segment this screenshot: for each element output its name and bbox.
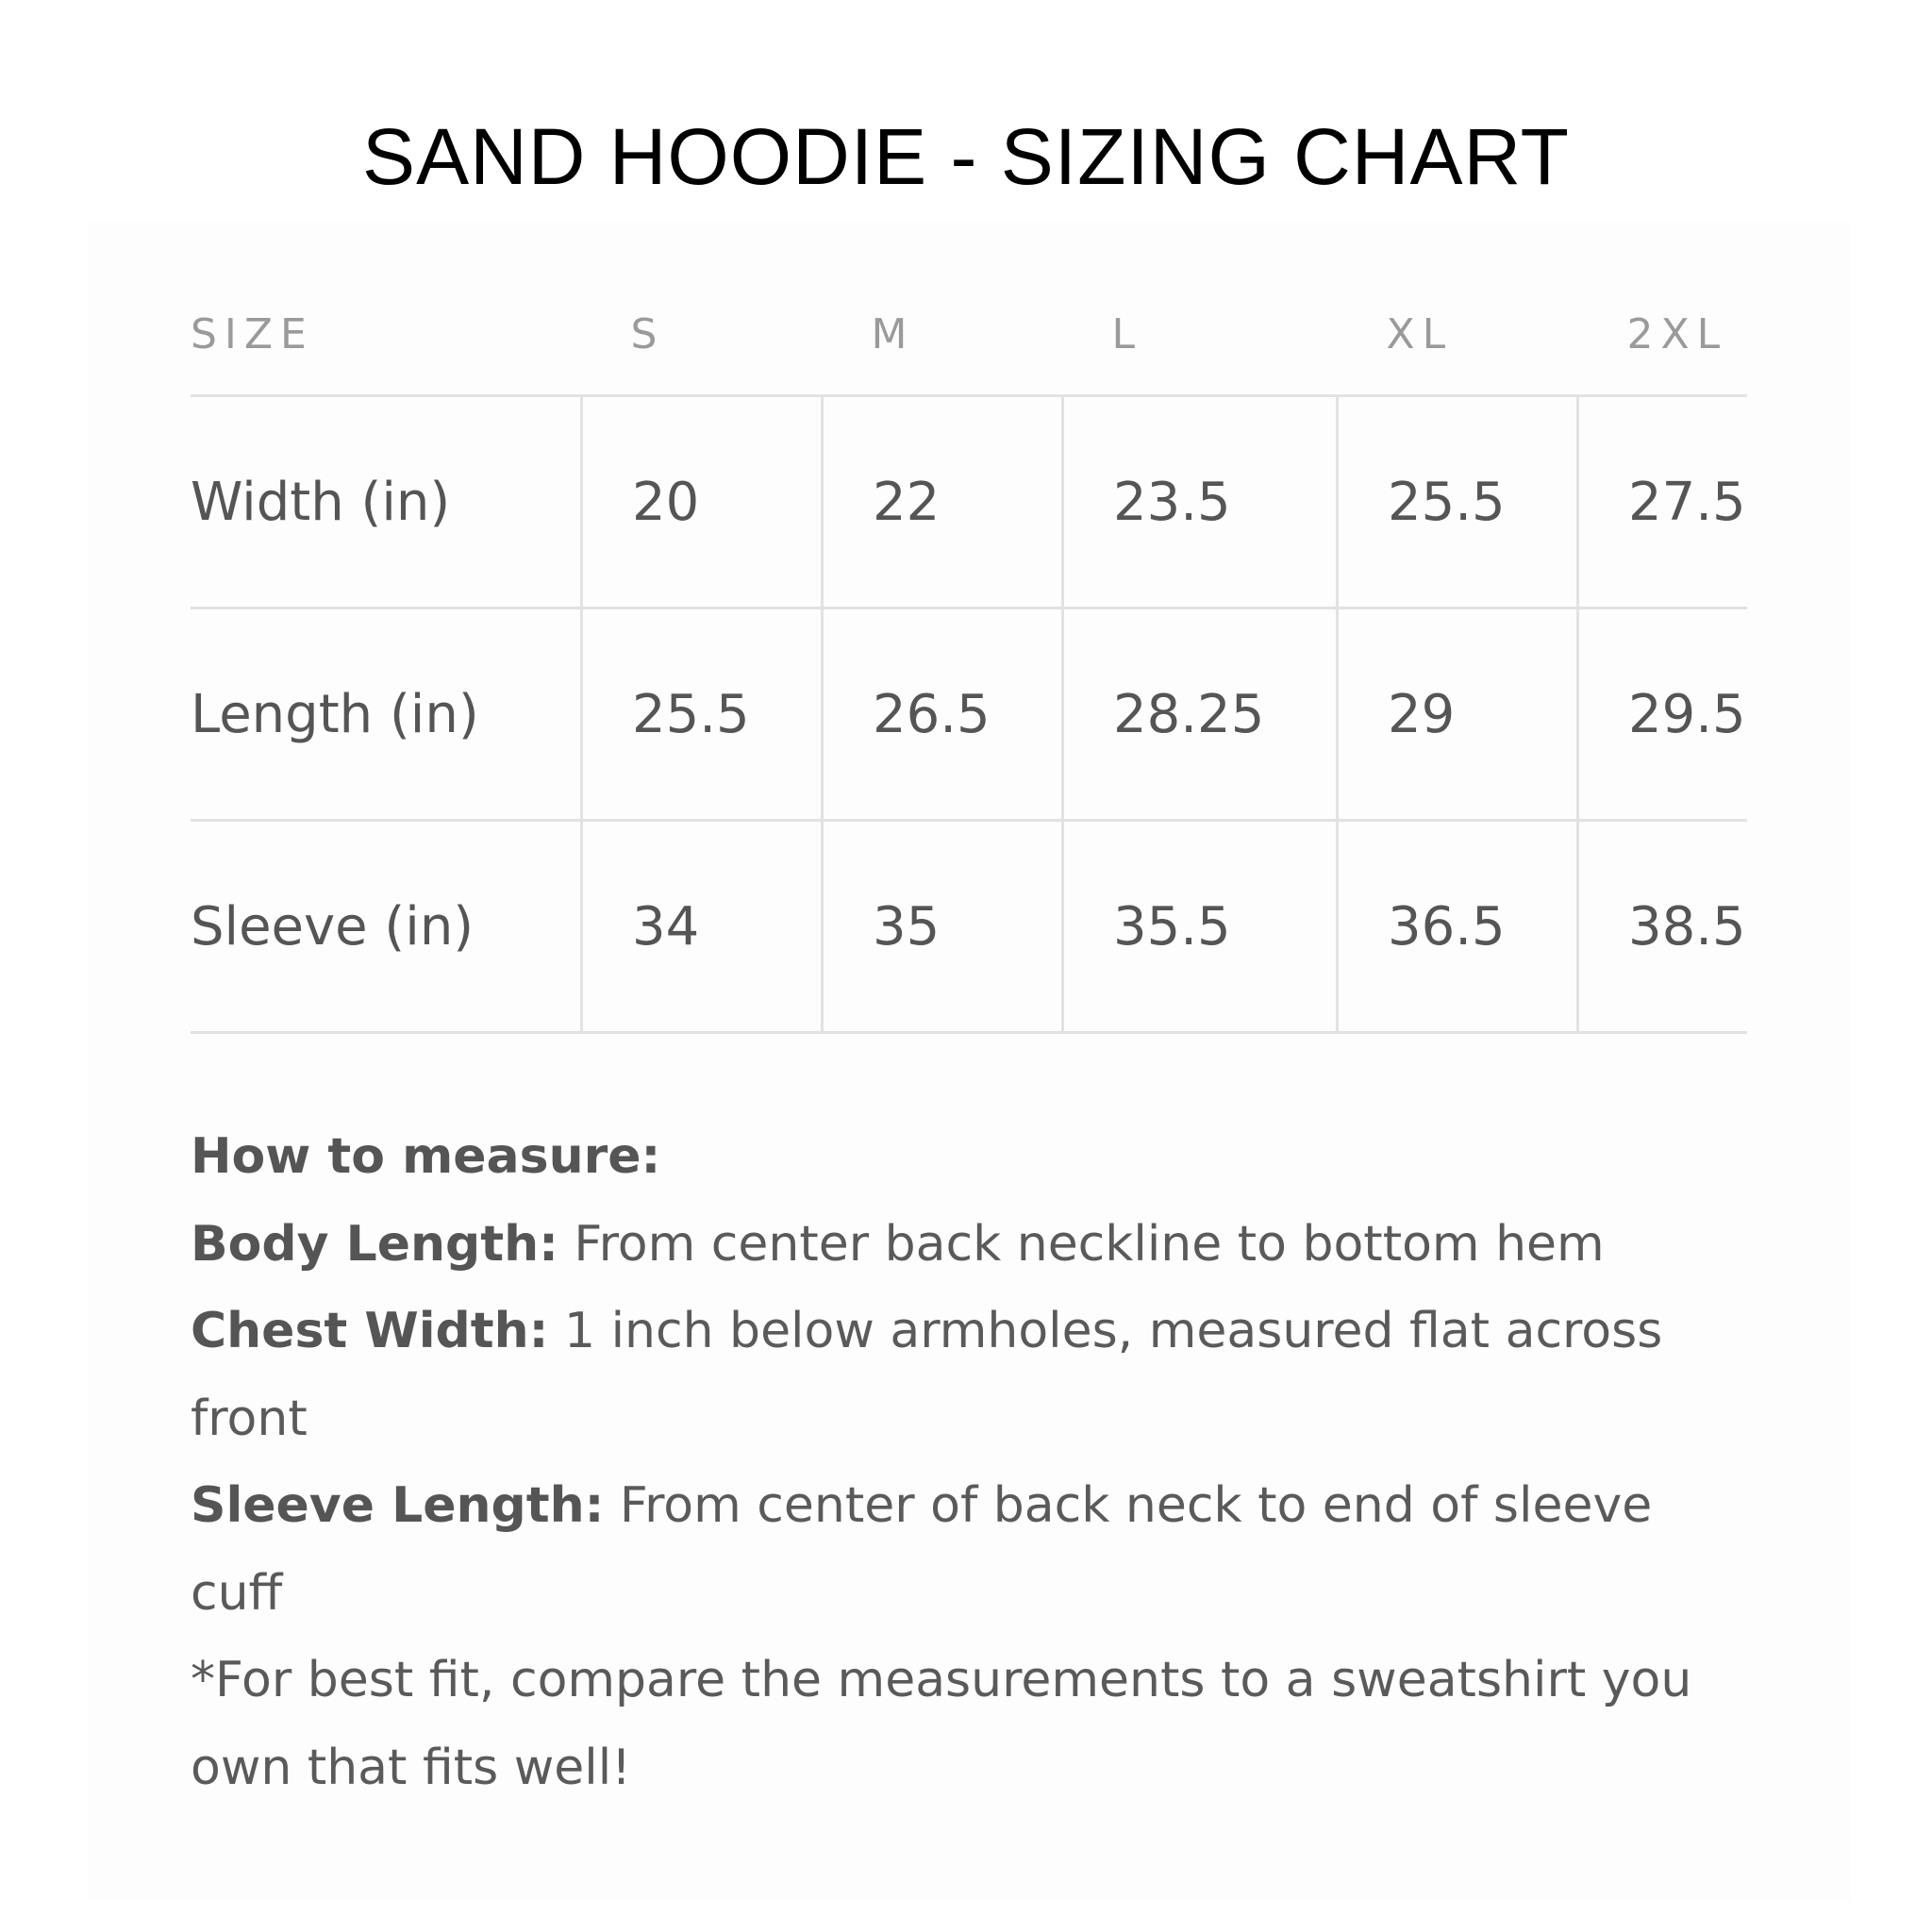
table-row: [191, 608, 1747, 821]
cell: 36.5: [1338, 821, 1578, 1033]
sizing-table: [191, 274, 1747, 1034]
cell: 27.5: [1578, 396, 1748, 608]
cell: 20: [582, 396, 823, 608]
note-footnote: *For best fit, compare the measurements to a sweatshirt you own that fits well!: [191, 1652, 1692, 1796]
header-m: M: [871, 309, 915, 358]
cell: 34: [582, 821, 823, 1033]
cell: 25.5: [582, 608, 823, 821]
cell: 28.25: [1063, 608, 1338, 821]
cell: 22: [823, 396, 1063, 608]
row-label: Sleeve (in): [191, 821, 582, 1033]
cell: 35: [823, 821, 1063, 1033]
header-size: SIZE: [191, 309, 314, 358]
header-2xl: 2XL: [1626, 309, 1728, 358]
cell: 35.5: [1063, 821, 1338, 1033]
cell: 38.5: [1578, 821, 1748, 1033]
header-s: S: [630, 309, 665, 358]
header-xl: XL: [1386, 309, 1454, 358]
note-sleeve-length: Sleeve Length: From center of back neck to end of sleeve cuff: [191, 1477, 1653, 1622]
notes-heading: How to measure:: [191, 1128, 661, 1185]
row-label: Width (in): [191, 396, 582, 608]
cell: 23.5: [1063, 396, 1338, 608]
table-row: [191, 821, 1747, 1033]
table-row: [191, 396, 1747, 608]
cell: 25.5: [1338, 396, 1578, 608]
page-title: SAND HOODIE - SIZING CHART: [362, 112, 1570, 201]
header-l: L: [1111, 309, 1143, 358]
header-row: [191, 274, 1747, 396]
note-chest-width: Chest Width: 1 inch below armholes, measured flat across front: [191, 1303, 1663, 1447]
row-label: Length (in): [191, 608, 582, 821]
cell: 29.5: [1578, 608, 1748, 821]
cell: 26.5: [823, 608, 1063, 821]
note-body-length: Body Length: From center back neckline to bottom hem: [191, 1215, 1605, 1273]
measure-notes: [191, 1113, 1747, 1811]
cell: 29: [1338, 608, 1578, 821]
